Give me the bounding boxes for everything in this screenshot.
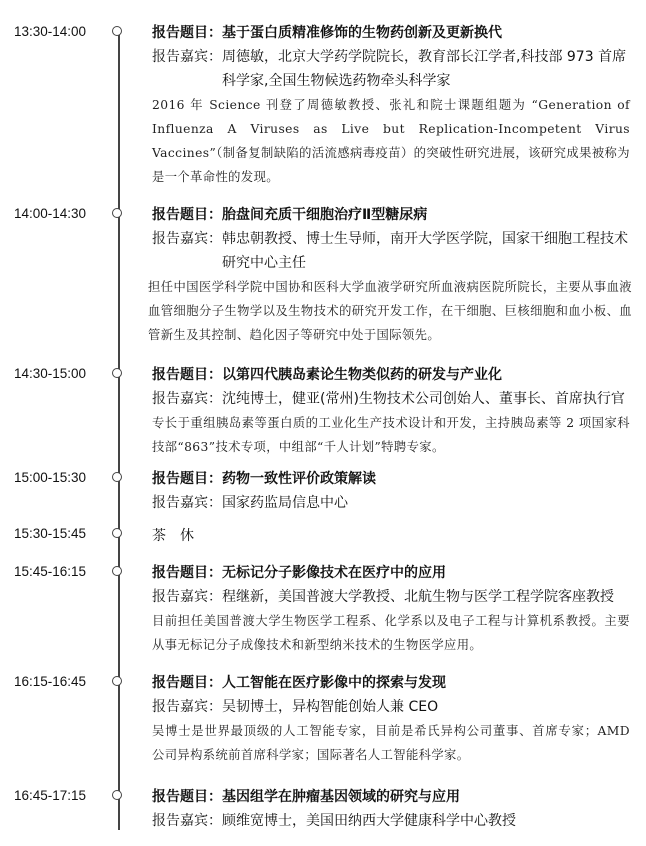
session-description: 吴博士是世界最顶级的人工智能专家，目前是希氏异构公司董事、首席专家；AMD 公司异构系统前首席科学家；国际著名人工智能科学家。 [152, 724, 630, 762]
session-title: 基于蛋白质精准修饰的生物药创新及更新换代 [222, 25, 502, 41]
session-description: 2016 年 Science 刊登了周德敏教授、张礼和院士课题组题为 “Generation of Influenza A Viruses as Live but Replication-Incompetent Virus Vaccines”（制备复制缺陷的活流感病毒疫苗）的突破性研究进展，该研究成果被称为是一个革命性的发现。 [152, 98, 630, 184]
tea-break-label: 茶休 [152, 528, 208, 544]
session-title: 以第四代胰岛素论生物类似药的研发与产业化 [222, 367, 502, 383]
session-title-row [152, 563, 630, 583]
timeline-line [118, 30, 120, 830]
session-time: 16:15-16:45 [14, 674, 87, 689]
session-title: 基因组学在肿瘤基因领域的研究与应用 [222, 789, 460, 805]
speaker-label: 报告嘉宾： [152, 495, 222, 511]
session-content [152, 23, 630, 189]
session-description: 专长于重组胰岛素等蛋白质的工业化生产技术设计和开发，主持胰岛素等 2 项国家科技部“863”技术专项，中组部“千人计划”特聘专家。 [152, 416, 630, 454]
session-title: 药物一致性评价政策解读 [222, 471, 376, 487]
speaker-label: 报告嘉宾： [152, 699, 222, 715]
session-speaker: 顾维宽博士，美国田纳西大学健康科学中心教授 [222, 813, 516, 829]
session-content [152, 469, 630, 515]
timeline-dot-icon [112, 472, 122, 482]
session-speaker: 沈纯博士，健亚(常州)生物技术公司创始人、董事长、首席执行官 [222, 391, 625, 407]
title-label: 报告题目： [152, 471, 222, 487]
speaker-row [152, 45, 630, 93]
speaker-row [152, 695, 630, 719]
timeline-dot-icon [112, 528, 122, 538]
session-speaker: 韩忠朝教授、博士生导师，南开大学医学院，国家干细胞工程技术研究中心主任 [222, 231, 628, 271]
speaker-row [152, 585, 630, 609]
session-content [152, 365, 630, 459]
session-time: 14:30-15:00 [14, 366, 87, 381]
session-content [152, 525, 630, 545]
title-label: 报告题目： [152, 565, 222, 581]
session-title: 人工智能在医疗影像中的探索与发现 [222, 675, 446, 691]
session-content [148, 205, 632, 347]
session-time: 15:00-15:30 [14, 470, 87, 485]
speaker-row [152, 809, 630, 833]
session-speaker: 周德敏，北京大学药学院院长，教育部长江学者,科技部 973 首席科学家,全国生物候选药物牵头科学家 [222, 49, 627, 89]
session-speaker: 程继新，美国普渡大学教授、北航生物与医学工程学院客座教授 [222, 589, 614, 605]
title-label: 报告题目： [152, 367, 222, 383]
title-label: 报告题目： [152, 207, 222, 223]
timeline-dot-icon [112, 566, 122, 576]
session-time: 13:30-14:00 [14, 24, 87, 39]
timeline-dot-icon [112, 208, 122, 218]
session-title-row [152, 365, 630, 385]
session-title: 胎盘间充质干细胞治疗Ⅱ型糖尿病 [222, 207, 428, 223]
timeline-dot-icon [112, 368, 122, 378]
speaker-row [152, 491, 630, 515]
session-time: 15:30-15:45 [14, 526, 87, 541]
session-title-row [152, 23, 630, 43]
session-title-row [152, 205, 630, 225]
speaker-label: 报告嘉宾： [152, 589, 222, 605]
session-description: 目前担任美国普渡大学生物医学工程系、化学系以及电子工程与计算机系教授。主要从事无标记分子成像技术和新型纳米技术的生物医学应用。 [152, 614, 630, 652]
speaker-label: 报告嘉宾： [152, 231, 222, 247]
speaker-row [152, 387, 630, 411]
speaker-row [152, 227, 630, 275]
title-label: 报告题目： [152, 675, 222, 691]
session-title-row [152, 469, 630, 489]
timeline-dot-icon [112, 790, 122, 800]
session-speaker: 吴韧博士，异构智能创始人兼 CEO [222, 699, 439, 715]
speaker-label: 报告嘉宾： [152, 813, 222, 829]
session-time: 15:45-16:15 [14, 564, 87, 579]
speaker-label: 报告嘉宾： [152, 391, 222, 407]
timeline-dot-icon [112, 26, 122, 36]
title-label: 报告题目： [152, 25, 222, 41]
session-description: 担任中国医学科学院中国协和医科大学血液学研究所血液病医院所院长，主要从事血液血管细胞分子生物学以及生物技术的研究开发工作，在干细胞、巨核细胞和血小板、血管新生及其控制、趋化因子等研究中处于国际领先。 [148, 280, 632, 342]
session-content [152, 563, 630, 657]
session-title: 无标记分子影像技术在医疗中的应用 [222, 565, 446, 581]
session-time: 16:45-17:15 [14, 788, 87, 803]
session-title-row [152, 787, 630, 807]
session-time: 14:00-14:30 [14, 206, 87, 221]
session-content [152, 673, 630, 767]
title-label: 报告题目： [152, 789, 222, 805]
timeline-dot-icon [112, 676, 122, 686]
session-content [152, 787, 630, 833]
session-title-row [152, 673, 630, 693]
session-speaker: 国家药监局信息中心 [222, 495, 348, 511]
speaker-label: 报告嘉宾： [152, 49, 222, 65]
